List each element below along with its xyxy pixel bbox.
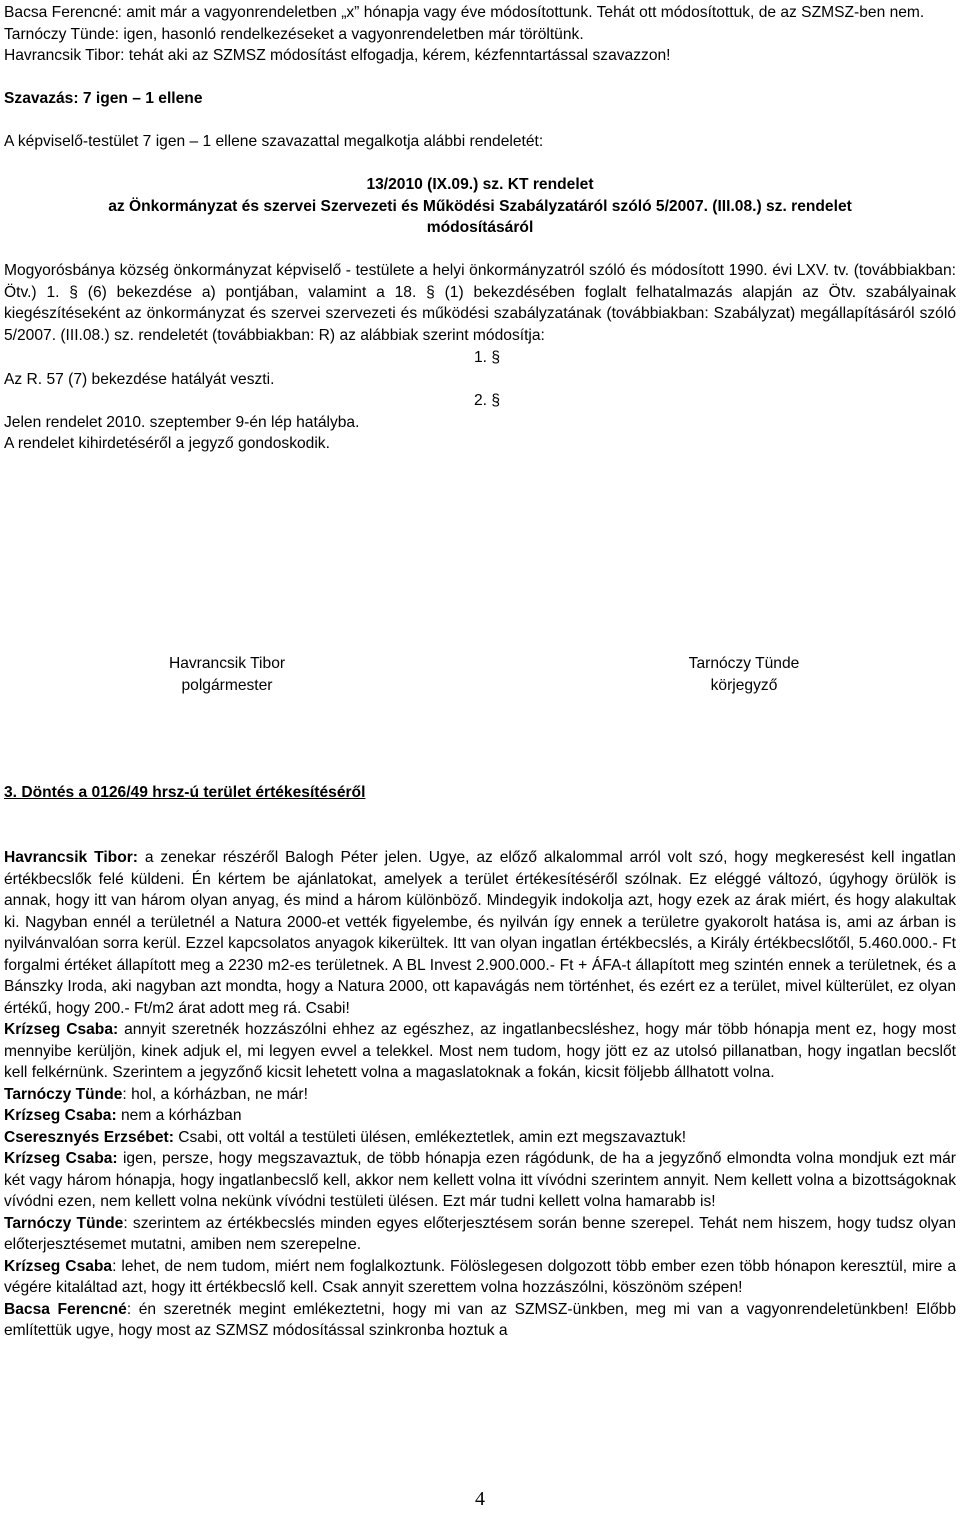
discussion-entry: [4, 1019, 956, 1084]
statement-text: a zenekar részéről Balogh Péter jelen. Ugye, az előző alkalommal arról volt szó, hogy megkeresést kell ingatlan értékbecslők felé küldeni. Én kértem be ajánlatokat, amelyek a terület értékesítéséről szólnak. Ez eléggé változó, úgyhogy örülök is annak, hogy itt van három olyan anyag, és mind a három különböző. Mindegyik indokolja azt, hogy ezek az árak miért, és hogy alakultak ki. Nagyban ennél a területnél a Natura 2000-et vették figyelembe, és nyilván így ennek a területre gyakorolt hatása is, ami az árban is nyilvánvalóan sorra kerül. Ezzel kapcsolatos anyagok kikerültek. Itt van olyan ingatlan értékbecslés, a Király értékbecslőtől, 5.460.000.- Ft forgalmi értéket állapított meg a 2230 m2-es területnek. A BL Invest 2.900.000.- Ft + ÁFA-t állapított meg szintén ennek a területnek, és a Bánszky Iroda, aki nagyban azt mondta, hogy a Natura 2000, ott kapavágás nem történhet, és ezért ez a terület, mivel külterület, ez olyan értékű, hogy 200.- Ft/m2 árat adott meg rá. Csabi!: [4, 849, 956, 1017]
article-1-text: Az R. 57 (7) bekezdése hatályát veszti.: [4, 371, 275, 388]
speaker-name: Tarnóczy Tünde: [4, 1214, 124, 1232]
decree-title-line-1: 13/2010 (IX.09.) sz. KT rendelet: [366, 176, 594, 193]
speaker-name: Krízseg Csaba: [4, 1257, 113, 1275]
speaker-name: Krízseg Csaba:: [4, 1021, 119, 1038]
intro-line: [4, 45, 956, 67]
discussion-entry: [4, 1256, 956, 1299]
discussion-entry: [4, 1299, 956, 1342]
statement-text: annyit szeretnék hozzászólni ehhez az egészhez, az ingatlanbecsléshez, hogy már több hónapja ment ez, hogy most mennyibe kerüljön, kinek adjuk el, mi legyen evvel a telekkel. Most nem tudom, hogy jött ez az utolsó pillanatban, hogy ingatlan becslőt kell felkérnünk. Szerintem a jegyzőnő kicsit lehetett volna a magaslatoknak a fokán, kicsit följebb állhatott volna.: [4, 1021, 956, 1081]
speaker-name: Krízseg Csaba:: [4, 1150, 118, 1167]
discussion-block: [4, 847, 956, 1342]
decree-title-line-2: az Önkormányzat és szervei Szervezeti és Működési Szabályzatáról szóló 5/2007. (III.08.) sz. rendelet: [108, 197, 852, 215]
speaker-name: Cseresznyés Erzsébet:: [4, 1128, 174, 1146]
speaker-name: Tarnóczy Tünde: [4, 1085, 123, 1103]
article-2-number: 2. §: [474, 392, 501, 409]
speaker-name: Bacsa Ferencné:: [4, 4, 122, 21]
adoption-statement: A képviselő-testület 7 igen – 1 ellene szavazattal megalkotja alábbi rendeletét:: [4, 133, 544, 150]
article-1-number: 1. §: [474, 349, 501, 366]
notary-signature: [659, 653, 829, 696]
article-2-text: Jelen rendelet 2010. szeptember 9-én lép hatályba.: [4, 414, 360, 431]
signatory-name: Havrancsik Tibor: [168, 655, 286, 672]
intro-line: [4, 24, 956, 46]
speaker-name: Bacsa Ferencné: [4, 1300, 127, 1318]
statement-text: nem a kórházban: [116, 1107, 242, 1124]
statement-text: Csabi, ott voltál a testületi ülésen, emlékeztetlek, amin ezt megszavaztuk!: [173, 1128, 687, 1146]
discussion-entry: [4, 1105, 956, 1127]
decree-title-line-3: módosításáról: [426, 219, 534, 236]
statement-text: igen, hasonló rendelkezéseket a vagyonrendeletben már töröltünk.: [119, 25, 584, 43]
signature-block: [4, 653, 956, 697]
speaker-name: Tarnóczy Tünde:: [4, 25, 119, 43]
statement-text: amit már a vagyonrendeletben „x” hónapja vagy éve módosítottunk. Tehát ott módosítottuk, de az SZMSZ-ben nem.: [121, 4, 925, 21]
vote-result: Szavazás: 7 igen – 1 ellene: [4, 90, 203, 107]
discussion-entry: [4, 1084, 956, 1106]
article-2-text-2: A rendelet kihirdetéséről a jegyző gondoskodik.: [4, 435, 330, 452]
signatory-title: körjegyző: [710, 676, 778, 694]
decree-articles: [4, 347, 956, 455]
discussion-entry: [4, 847, 956, 1019]
statement-text: : tehát aki az SZMSZ módosítást elfogadja, kérem, kézfenntartással szavazzon!: [120, 47, 671, 64]
section-heading: 3. Döntés a 0126/49 hrsz-ú terület értékesítéséről: [4, 784, 366, 801]
mayor-signature: [152, 653, 302, 696]
statement-text: : lehet, de nem tudom, miért nem foglalkoztunk. Fölöslegesen dolgozott több ember ezen több hónapon keresztül, mire a végére kitaláltad azt, hogy itt értékbecslő kell. Csak annyit szerettem volna hozzászólni, köszönöm szépen!: [4, 1257, 956, 1296]
speaker-name: Havrancsik Tibor:: [4, 849, 138, 866]
page-number: 4: [475, 1488, 485, 1510]
signatory-name: Tarnóczy Tünde: [688, 655, 800, 672]
signatory-title: polgármester: [181, 676, 273, 694]
statement-text: igen, persze, hogy megszavaztuk, de több hónapja ezen rágódunk, de ha a jegyzőnő elmondta volna mondjuk ezt már két vagy három hónapja, hogy ingatlanbecslő kell, akkor nem kellett volna itt vívódni szerintem annyit. Nem kellett volna a bizottságoknak vívódni ezen, nem kellett volna nekünk vívódni testületi ülésen. Ezt már tudni kellett volna hamarabb is!: [4, 1150, 956, 1210]
statement-text: : én szeretnék megint emlékeztetni, hogy mi van az SZMSZ-ünkben, meg mi van a vagyonrendeletünkben! Előbb említettük ugye, hogy most az SZMSZ módosítással szinkronba hoztuk a: [4, 1300, 957, 1339]
speaker-name: Havrancsik Tibor: [4, 47, 121, 64]
discussion-entry: [4, 1148, 956, 1213]
statement-text: : hol, a kórházban, ne már!: [122, 1085, 308, 1103]
document-page: [4, 2, 957, 1339]
speaker-name: Krízseg Csaba:: [4, 1107, 117, 1124]
intro-line: [4, 2, 956, 24]
discussion-entry: [4, 1127, 956, 1149]
statement-text: : szerintem az értékbecslés minden egyes előterjesztésem során benne szerepel. Tehát nem hiszem, hogy tudsz olyan előterjesztésemet mutatni, amiben nem szerepelne.: [4, 1214, 956, 1253]
decree-preamble: Mogyorósbánya község önkormányzat képviselő - testülete a helyi önkormányzatról szóló és módosított 1990. évi LXV. tv. (továbbiakban: Ötv.) 1. § (6) bekezdése a) pontjában, valamint a 18. § (1) bekezdésében foglalt felhatalmazás alapján az Ötv. szabályainak kiegészítéseként az önkormányzat és szervei szervezeti és működési szabályzatának (továbbiakban: Szabályzat) megállapításáról szóló 5/2007. (III.08.) sz. rendeletét (továbbiakban: R) az alábbiak szerint módosítja:: [4, 262, 956, 344]
discussion-entry: [4, 1213, 956, 1256]
